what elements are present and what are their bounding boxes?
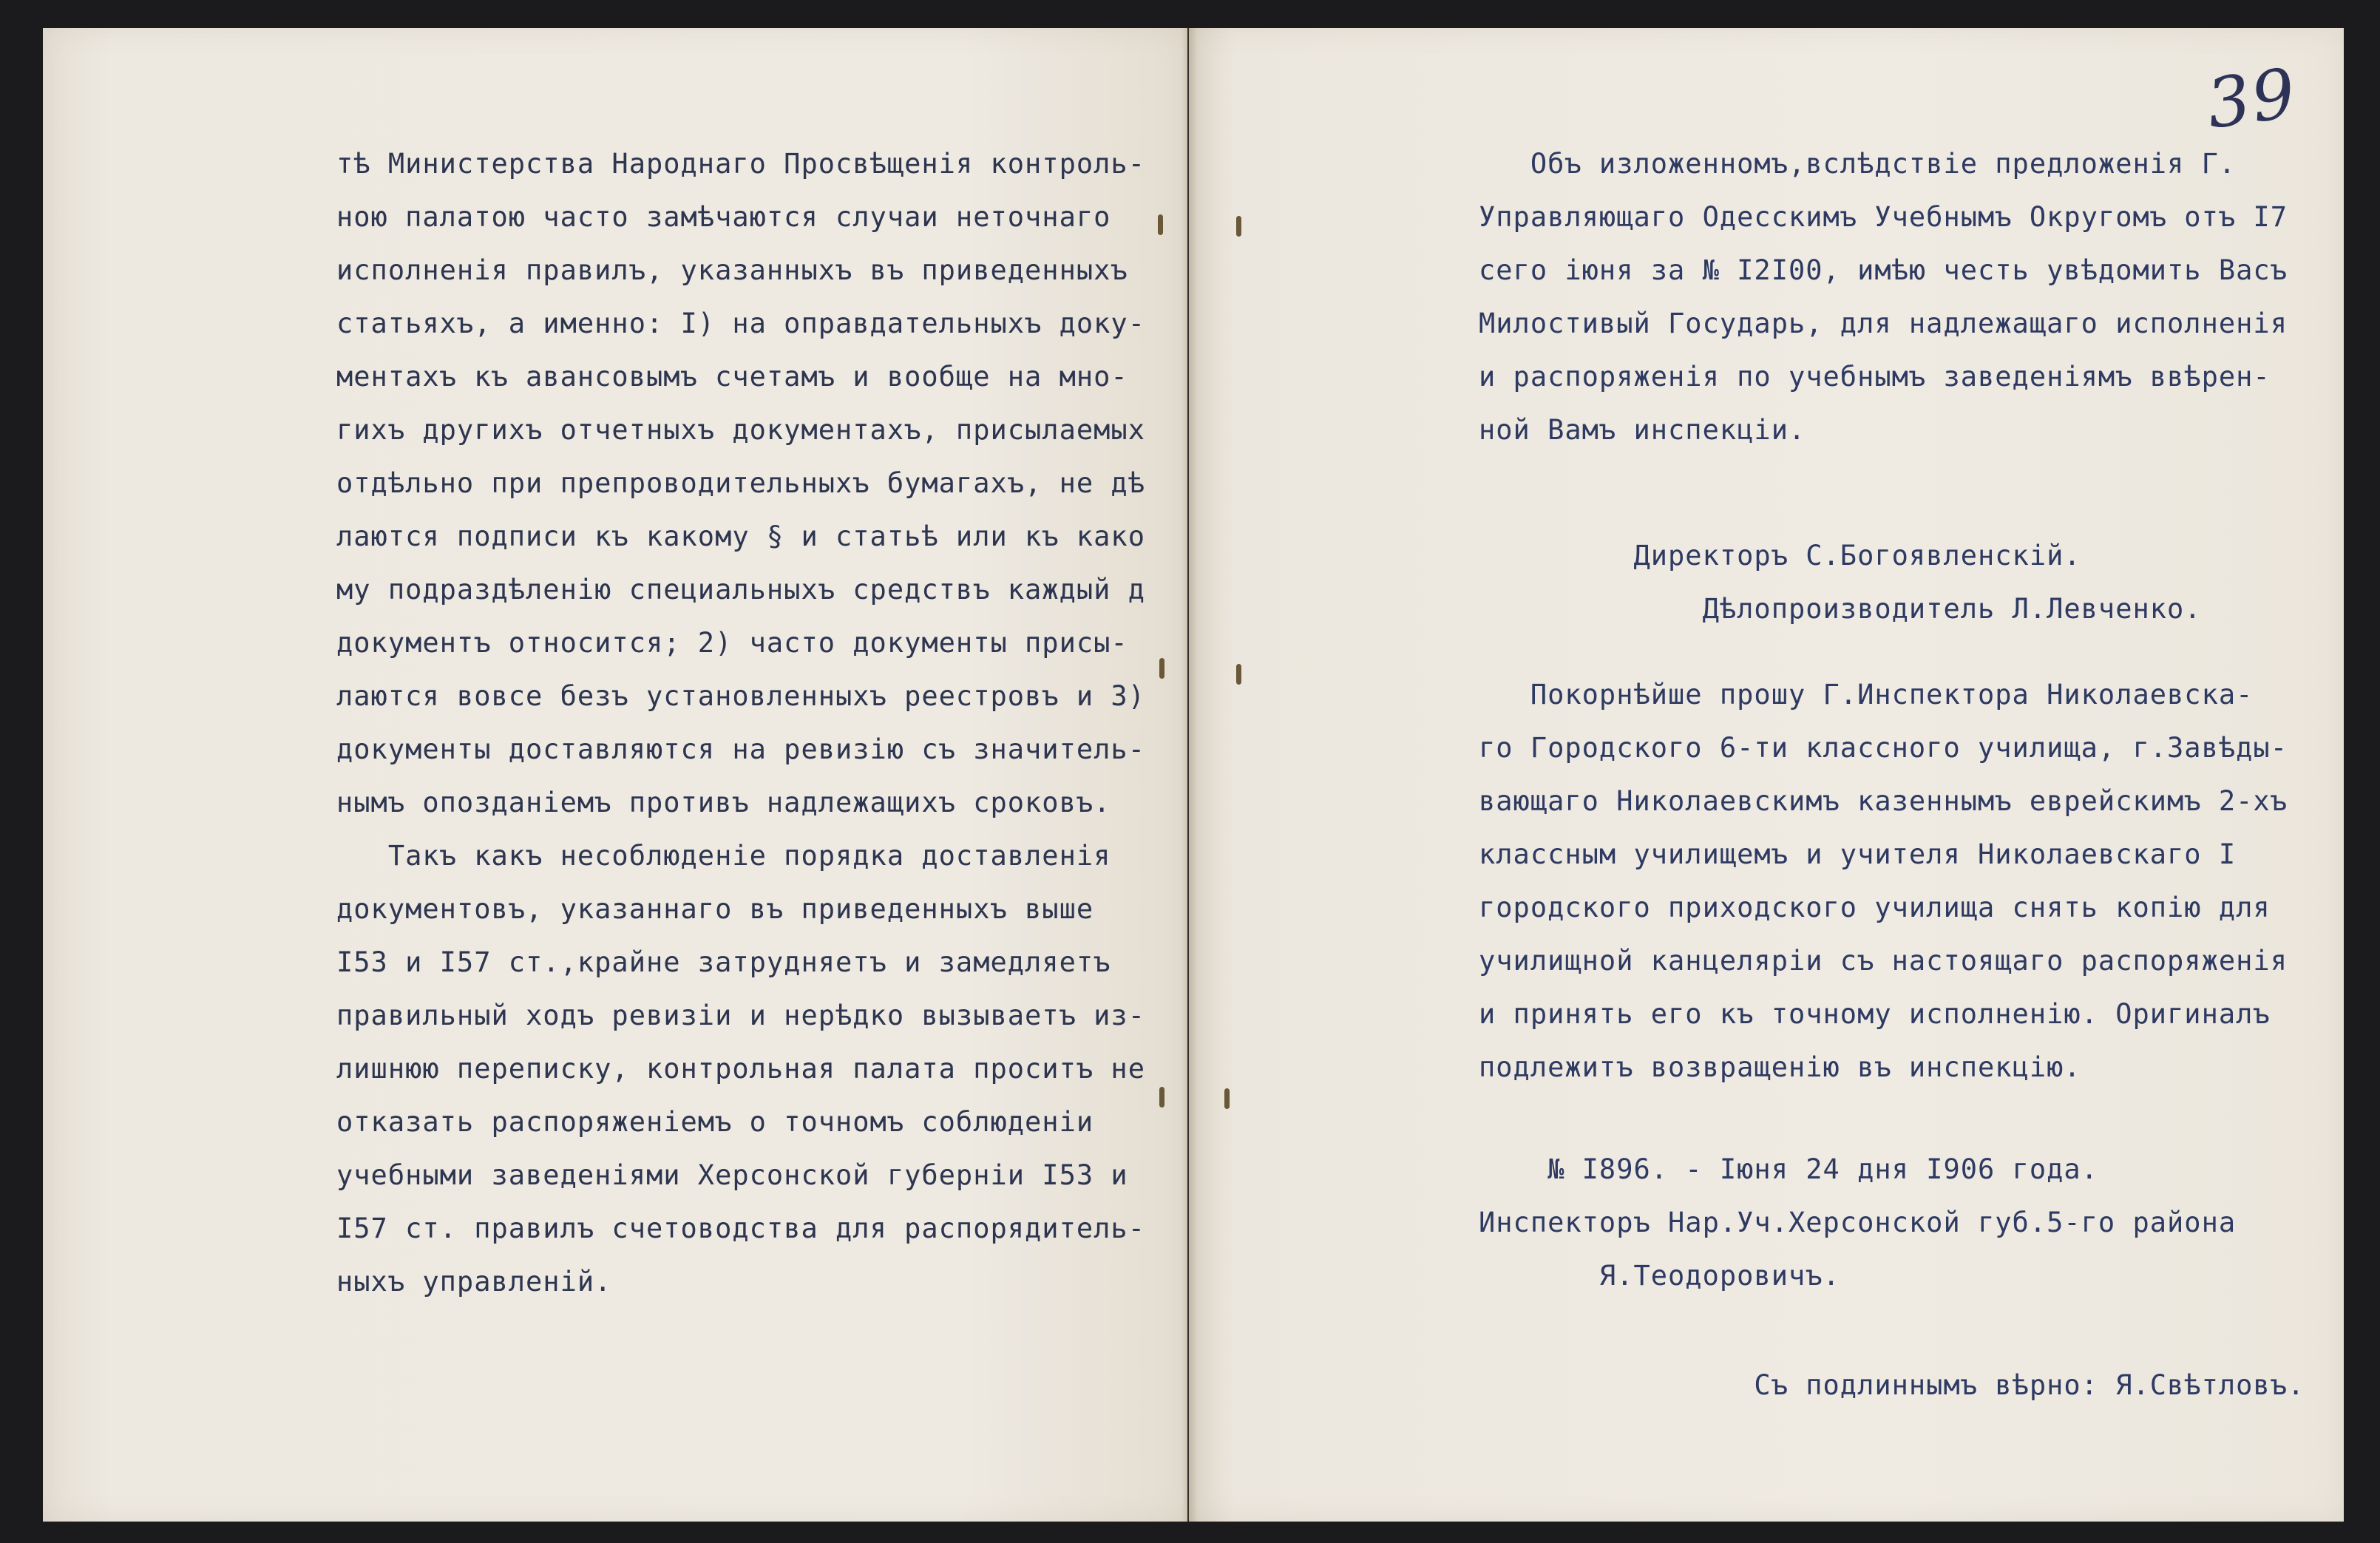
text-line: статьяхъ, а именно: I) на оправдательныхъ доку-	[336, 308, 1145, 339]
text-line: I53 и I57 ст.,крайне затрудняетъ и замедляетъ	[336, 946, 1111, 978]
binding-hole-mark	[1236, 216, 1241, 237]
text-line: городского приходского училища снять копію для	[1479, 892, 2271, 923]
text-line: № I896. - Іюня 24 дня I906 года.	[1479, 1153, 2098, 1185]
text-line: Директоръ С.Богоявленскій.	[1479, 540, 2081, 572]
text-line: ныхъ управленій.	[336, 1266, 612, 1298]
binding-hole-mark	[1224, 1088, 1230, 1109]
text-line: вающаго Николаевскимъ казеннымъ еврейскимъ 2-хъ	[1479, 785, 2288, 817]
text-line: документъ относится; 2) часто документы присы-	[336, 627, 1128, 659]
text-line: училищной канцеляріи съ настоящаго распоряженія	[1479, 945, 2288, 977]
binding-hole-mark	[1236, 664, 1241, 685]
text-line: исполненія правилъ, указанныхъ въ приведенныхъ	[336, 254, 1128, 286]
text-line: Съ подлиннымъ вѣрно: Я.Свѣтловъ.	[1479, 1369, 2305, 1401]
left-page	[43, 28, 1187, 1522]
text-line: лишнюю переписку, контрольная палата проситъ не	[336, 1053, 1145, 1085]
text-line: лаются подписи къ какому § и статьѣ или къ како	[336, 520, 1145, 552]
binding-hole-mark	[1159, 658, 1164, 679]
text-line: ментахъ къ авансовымъ счетамъ и вообще на мно-	[336, 361, 1128, 393]
binding-hole-mark	[1159, 1087, 1164, 1108]
right-page	[1189, 28, 2344, 1522]
text-line: подлежитъ возвращенію въ инспекцію.	[1479, 1051, 2081, 1083]
text-line: Я.Теодоровичъ.	[1479, 1260, 1840, 1292]
text-line: тѣ Министерства Народнаго Просвѣщенія контроль-	[336, 148, 1145, 180]
binding-hole-mark	[1158, 214, 1163, 235]
text-line: правильный ходъ ревизіи и нерѣдко вызываетъ из-	[336, 1000, 1145, 1031]
text-line: отказать распоряженіемъ о точномъ соблюденіи	[336, 1106, 1094, 1138]
text-line: отдѣльно при препроводительныхъ бумагахъ, не дѣ	[336, 467, 1145, 499]
text-line: Управляющаго Одесскимъ Учебнымъ Округомъ отъ I7	[1479, 201, 2288, 233]
text-line: и распоряженія по учебнымъ заведеніямъ ввѣрен-	[1479, 361, 2271, 393]
text-line: и принять его къ точному исполненію. Оригиналъ	[1479, 998, 2271, 1030]
text-line: Объ изложенномъ,вслѣдствіе предложенія Г.	[1479, 148, 2237, 180]
text-line: I57 ст. правилъ счетоводства для распорядитель-	[336, 1213, 1145, 1244]
text-line: го Городского 6-ти классного училища, г.Завѣды-	[1479, 732, 2288, 764]
text-line: лаются вовсе безъ установленныхъ реестровъ и 3)	[336, 680, 1145, 712]
text-line: учебными заведеніями Херсонской губерніи I53 и	[336, 1159, 1128, 1191]
text-line: ной Вамъ инспекціи.	[1479, 414, 1806, 446]
text-line: Милостивый Государь, для надлежащаго исполненія	[1479, 308, 2288, 339]
text-line: документовъ, указаннаго въ приведенныхъ выше	[336, 893, 1094, 925]
text-line: сего іюня за № I2I00, имѣю честь увѣдомить Васъ	[1479, 254, 2288, 286]
text-line: документы доставляются на ревизію съ значитель-	[336, 733, 1145, 765]
page-fold	[1181, 28, 1198, 1522]
text-line: гихъ другихъ отчетныхъ документахъ, присылаемых	[336, 414, 1145, 446]
text-line: ною палатою часто замѣчаются случаи неточнаго	[336, 201, 1111, 233]
text-line: классным училищемъ и учителя Николаевскаго I	[1479, 838, 2237, 870]
text-line: Покорнѣйше прошу Г.Инспектора Николаевска-	[1479, 679, 2254, 711]
text-line: Инспекторъ Нар.Уч.Херсонской губ.5-го района	[1479, 1207, 2237, 1238]
text-line: Дѣлопроизводитель Л.Левченко.	[1479, 593, 2202, 625]
text-line: му подраздѣленію специальныхъ средствъ каждый д	[336, 574, 1145, 606]
text-line: нымъ опозданіемъ противъ надлежащихъ сроковъ.	[336, 787, 1111, 818]
page-number: 39	[2202, 53, 2302, 144]
text-line: Такъ какъ несоблюденіе порядка доставленія	[336, 840, 1111, 872]
